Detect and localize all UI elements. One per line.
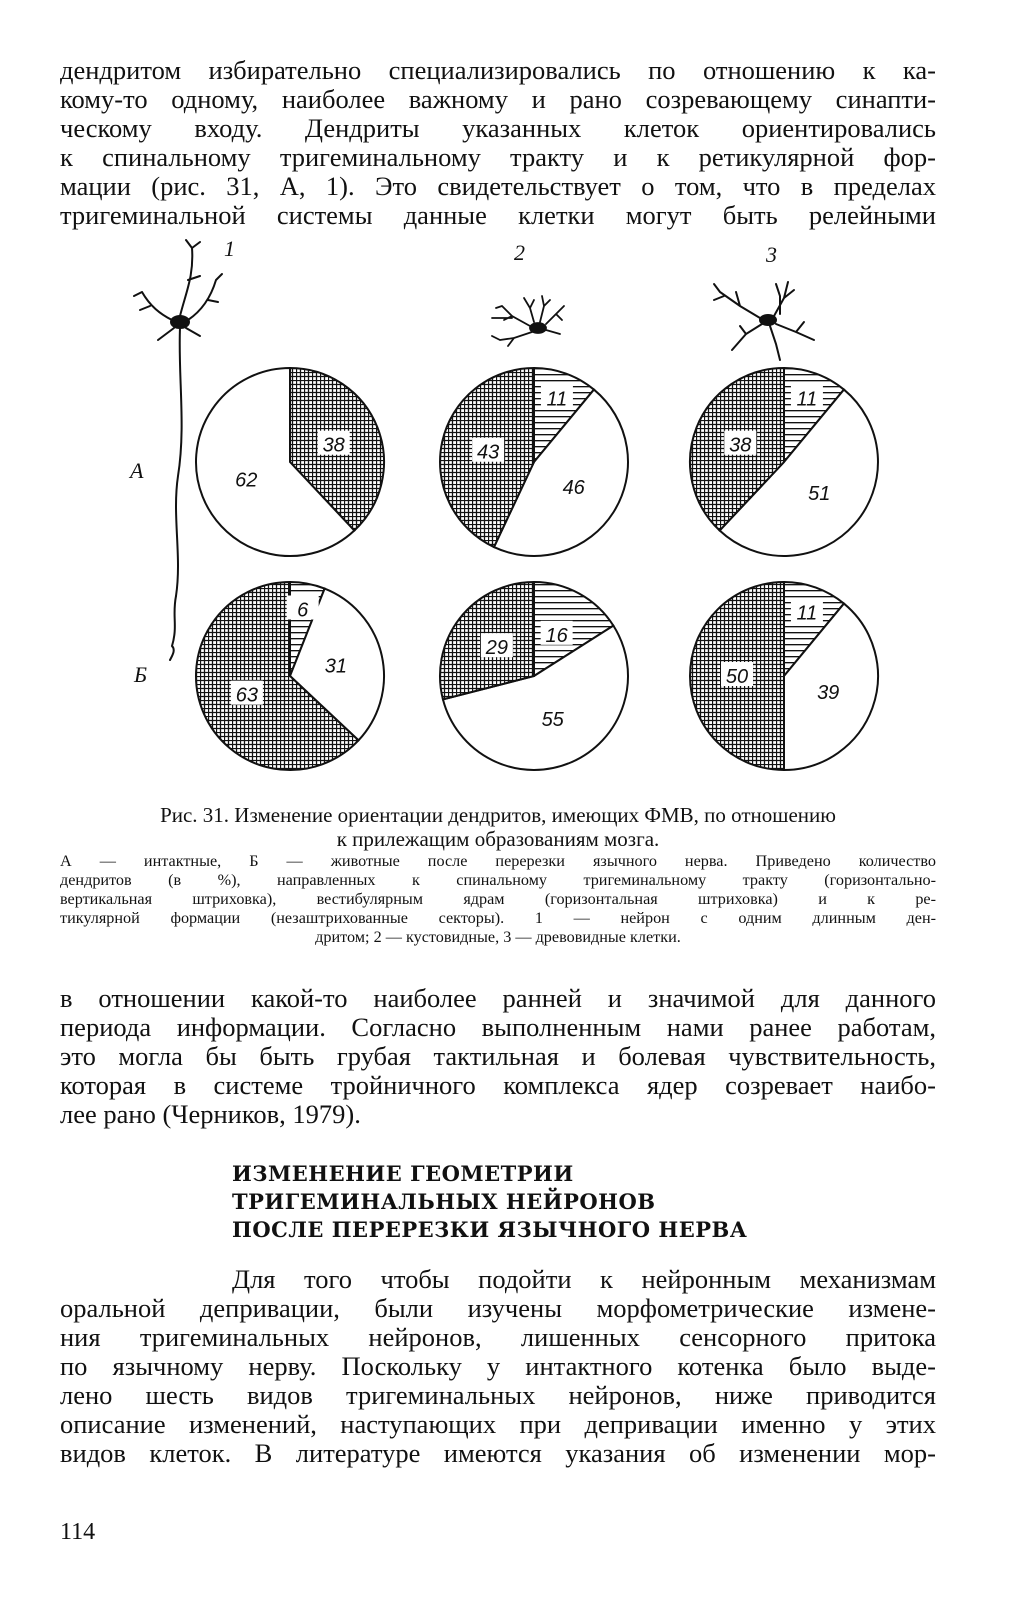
text-line: ческому входу. Дендриты указанных клеток ориентировались [60, 113, 936, 143]
slice-value-label: 29 [485, 637, 509, 660]
page-number: 114 [60, 1519, 96, 1545]
slice-value-label: 50 [725, 666, 749, 688]
slice-value-label: 16 [545, 624, 568, 647]
pie-А-2 [440, 368, 628, 556]
legend-line: тикулярной формации (незаштрихованные секторы). 1 — нейрон с одним длинным ден- [60, 909, 936, 927]
caption-line: Рис. 31. Изменение ориентации дендритов, имеющих ФМВ, по отношению [160, 803, 836, 827]
text-line: ния тригеминальных нейронов, лишенных сенсорного притока [60, 1322, 936, 1352]
slice-value-label: 51 [808, 483, 831, 506]
slice-value-label: 11 [546, 388, 568, 411]
slice-value-label: 43 [476, 441, 500, 464]
legend-line: дритом; 2 — кустовидные, 3 — древовидные клетки. [315, 928, 681, 946]
legend-line: дендритов (в %), направленных к спинальному тригеминальному тракту (горизонтально- [60, 871, 936, 889]
text-line: тригеминальной системы данные клетки могут быть релейными [60, 200, 936, 230]
text-line: видов клеток. В литературе имеются указания об изменении мор- [60, 1438, 936, 1468]
text-line: мации (рис. 31, А, 1). Это свидетельствует о том, что в пределах [60, 171, 936, 201]
text-line: в отношении какой-то наиболее ранней и значимой для данного [60, 983, 936, 1013]
column-label-2: 2 [514, 240, 525, 265]
text-line: которая в системе тройничного комплекса ядер созревает наибо- [60, 1070, 936, 1100]
paragraph-top [60, 56, 936, 230]
pie-Б-3 [690, 582, 878, 770]
pie-А-1 [196, 368, 384, 556]
row-label-b: Б [134, 662, 147, 687]
text-line: лее рано (Черников, 1979). [60, 1099, 361, 1129]
text-line: по язычному нерву. Поскольку у интактного котенка было выде- [60, 1351, 936, 1381]
text-line: это могла бы быть грубая тактильная и болевая чувствительность, [60, 1041, 936, 1071]
slice-value-label: 6 [297, 599, 309, 622]
slice-value-label: 39 [817, 681, 840, 704]
section-heading [232, 1160, 747, 1244]
pie-Б-2 [440, 582, 628, 770]
text-line: лено шесть видов тригеминальных нейронов, ниже приводится [60, 1380, 936, 1410]
paragraph-middle [60, 984, 936, 1129]
caption-line: к прилежащим образованиям мозга. [336, 827, 660, 851]
text-line: описание изменений, наступающих при депривации именно у этих [60, 1409, 936, 1439]
slice-value-label: 11 [796, 602, 818, 625]
slice-value-label: 62 [235, 469, 258, 492]
figure-31 [120, 236, 880, 792]
text-line: кому-то одному, наиболее важному и рано созревающему синапти- [60, 84, 936, 114]
slice-value-label: 38 [322, 434, 345, 457]
pie-А-3 [690, 368, 878, 556]
heading-line: ПОСЛЕ ПЕРЕРЕЗКИ ЯЗЫЧНОГО НЕРВА [232, 1217, 748, 1242]
neuron-drawing-2 [492, 296, 564, 346]
figure-caption-legend [60, 852, 936, 947]
legend-line: вертикальная штриховка), вестибулярным ядрам (горизонтальная штриховка) и к ре- [60, 890, 936, 908]
legend-line: А — интактные, Б — животные после перерезки язычного нерва. Приведено количество [60, 852, 936, 870]
slice-value-label: 46 [562, 477, 585, 500]
text-line: оральной депривации, были изучены морфометрические измене- [60, 1293, 936, 1323]
slice-value-label: 31 [324, 655, 348, 678]
pie-chart-grid [120, 236, 880, 792]
text-line: дендритом избирательно специализировались по отношению к ка- [60, 55, 936, 85]
figure-caption-title [60, 803, 936, 851]
text-line: периода информации. Согласно выполненным нами ранее работам, [60, 1012, 936, 1042]
text-line: к спинальному тригеминальному тракту и к ретикулярной фор- [60, 142, 936, 172]
slice-value-label: 55 [541, 709, 564, 732]
row-label-a: А [130, 458, 144, 483]
neuron-drawing-3 [714, 282, 814, 360]
slice-value-label: 63 [235, 684, 259, 707]
column-label-3: 3 [766, 242, 777, 267]
slice-value-label: 38 [729, 434, 752, 457]
heading-line: ИЗМЕНЕНИЕ ГЕОМЕТРИИ [232, 1161, 574, 1186]
column-label-1: 1 [224, 236, 235, 261]
slice-value-label: 11 [796, 388, 818, 411]
paragraph-bottom [60, 1265, 936, 1468]
heading-line: ТРИГЕМИНАЛЬНЫХ НЕЙРОНОВ [232, 1189, 656, 1214]
text-line: Для того чтобы подойти к нейронным механизмам [232, 1264, 936, 1294]
